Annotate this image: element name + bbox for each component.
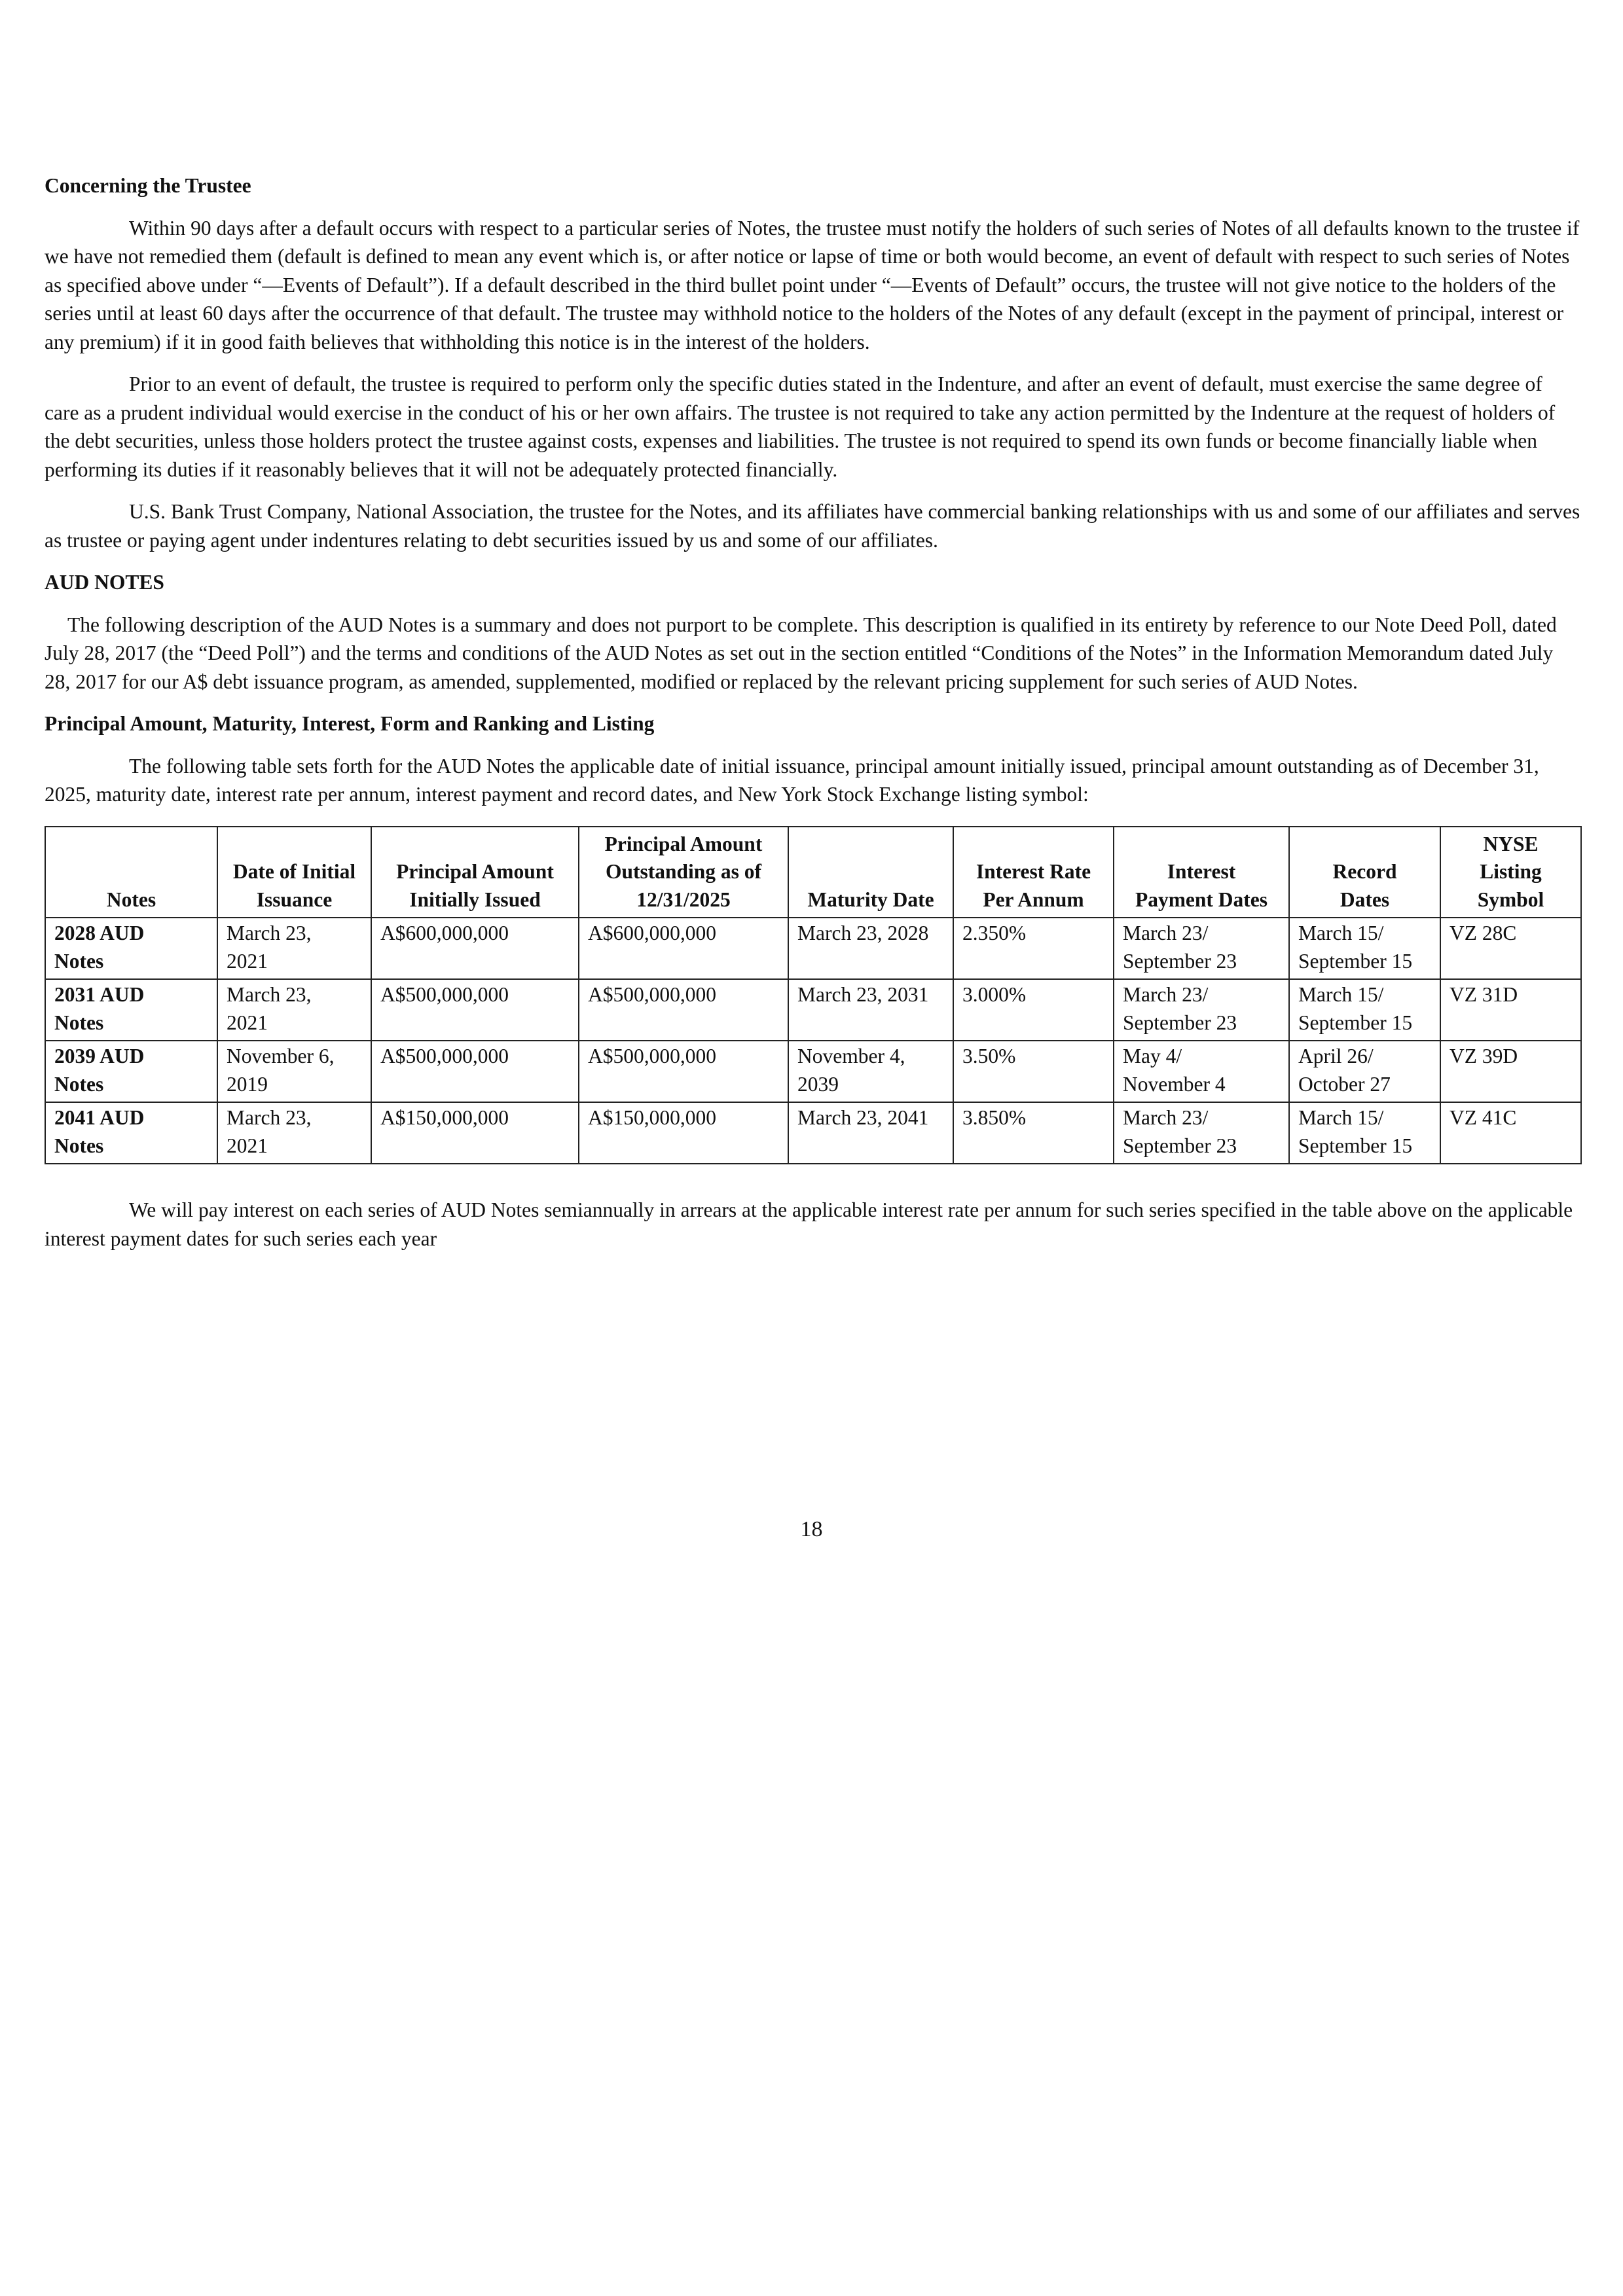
table-cell-line: March 15/ [1298, 983, 1384, 1006]
table-cell-interest-rate [953, 979, 1114, 1041]
column-header-line: Issuance [256, 888, 333, 911]
table-cell-record-dates [1289, 918, 1440, 979]
column-header-record-dates [1289, 827, 1440, 918]
trustee-paragraph-2: Prior to an event of default, the trustee is required to perform only the specific duties stated in the Indenture, and after an event of default, must exercise the same degree of care as a prudent individual would exercise in the conduct of his or her own affairs. The trustee is not required to take any action permitted by the Indenture at the request of holders of the debt securities, unless those holders protect the trustee against costs, expenses and liabilities. The trustee is not required to spend its own funds or become financially liable when performing its duties if it reasonably believes that it will not be adequately protected financially. [45, 372, 1556, 481]
table-cell-record-dates [1289, 1102, 1440, 1164]
table-cell-line: 2031 AUD [54, 983, 145, 1006]
table-cell-principal-outstanding [579, 1041, 788, 1102]
table-cell-line: March 15/ [1298, 922, 1384, 944]
column-header-line: NYSE [1483, 832, 1539, 855]
table-cell-interest-rate [953, 1041, 1114, 1102]
table-cell-principal-outstanding [579, 918, 788, 979]
table-header-row [45, 827, 1581, 918]
column-header-line: 12/31/2025 [636, 888, 731, 911]
table-body [45, 918, 1581, 1164]
table-cell-date-of-initial-issuance [217, 1102, 371, 1164]
table-cell-record-dates [1289, 1041, 1440, 1102]
table-cell-line: Notes [54, 1134, 104, 1157]
table-cell-date-of-initial-issuance [217, 979, 371, 1041]
table-cell-line: September 15 [1298, 1011, 1413, 1034]
table-cell-line: 3.850% [962, 1106, 1027, 1129]
table-cell-maturity-date [788, 918, 953, 979]
table-cell-line: Notes [54, 1011, 104, 1034]
table-cell-line: VZ 31D [1450, 983, 1518, 1006]
aud-notes-paragraph: The following description of the AUD Notes is a summary and does not purport to be complete. This description is qualified in its entirety by reference to our Note Deed Poll, dated July 28, 2017 (the “Deed Poll”) and the terms and conditions of the AUD Notes as set out in the section entitled “Conditions of the Notes” in the Information Memorandum dated July 28, 2017 for our A$ debt issuance program, as amended, supplemented, modified or replaced by the relevant pricing supplement for such series of AUD Notes. [45, 613, 1557, 693]
table-cell-line: 2021 [227, 1134, 268, 1157]
page-number: 18 [800, 1517, 823, 1541]
table-cell-maturity-date [788, 1102, 953, 1164]
table-cell-line: March 23/ [1123, 983, 1209, 1006]
table-cell-interest-payment-dates [1114, 1041, 1289, 1102]
table-row [45, 1041, 1581, 1102]
column-header-line: Dates [1340, 888, 1390, 911]
table-cell-line: March 23/ [1123, 1106, 1209, 1129]
trustee-heading: Concerning the Trustee [45, 174, 251, 197]
table-cell-line: March 23, 2028 [797, 922, 929, 944]
column-header-line: Listing [1480, 860, 1542, 883]
table-header [45, 827, 1581, 918]
table-cell-line: A$150,000,000 [380, 1106, 509, 1129]
trustee-paragraph-3: U.S. Bank Trust Company, National Association, the trustee for the Notes, and its affiliates have commercial banking relationships with us and some of our affiliates and serves as trustee or paying agent under indentures relating to debt securities issued by us and some of our affiliates. [45, 500, 1580, 552]
table-cell-principal-outstanding [579, 1102, 788, 1164]
table-cell-nyse-symbol [1440, 918, 1581, 979]
table-cell-line: November 4, [797, 1045, 905, 1067]
table-cell-line: 3.000% [962, 983, 1027, 1006]
table-row [45, 1102, 1581, 1164]
table-cell-line: 2019 [227, 1072, 268, 1096]
table-cell-nyse-symbol [1440, 1041, 1581, 1102]
column-header-line: Interest [1167, 860, 1236, 883]
table-cell-line: March 23, 2041 [797, 1106, 929, 1129]
table-cell-interest-rate [953, 1102, 1114, 1164]
column-header-principal-outstanding [579, 827, 788, 918]
table-cell-notes [45, 979, 217, 1041]
table-cell-line: May 4/ [1123, 1045, 1182, 1067]
table-cell-line: September 15 [1298, 1134, 1413, 1157]
table-cell-line: November 4 [1123, 1072, 1226, 1096]
principal-amount-paragraph: The following table sets forth for the AUD Notes the applicable date of initial issuance, principal amount initially issued, principal amount outstanding as of December 31, 2025, maturity date, interest rate per annum, interest payment and record dates, and New York Stock Exchange listing symbol: [45, 754, 1539, 806]
column-header-notes [45, 827, 217, 918]
column-header-line: Initially Issued [409, 888, 541, 911]
table-cell-line: March 23, [227, 1106, 312, 1129]
column-header-line: Maturity Date [807, 888, 934, 911]
table-cell-line: March 23/ [1123, 922, 1209, 944]
column-header-line: Date of Initial [232, 860, 356, 883]
table-cell-line: March 23, [227, 922, 312, 944]
table-cell-line: October 27 [1298, 1072, 1391, 1096]
table-cell-principal-initially-issued [371, 918, 579, 979]
table-cell-line: 2039 AUD [54, 1045, 145, 1067]
table-cell-line: 3.50% [962, 1045, 1016, 1067]
table-cell-notes [45, 1102, 217, 1164]
table-cell-notes [45, 1041, 217, 1102]
table-cell-line: 2041 AUD [54, 1106, 145, 1129]
table-cell-notes [45, 918, 217, 979]
table-cell-line: November 6, [227, 1045, 335, 1067]
table-cell-line: March 15/ [1298, 1106, 1384, 1129]
column-header-line: Per Annum [983, 888, 1084, 911]
table-cell-line: September 23 [1123, 1011, 1237, 1034]
table-cell-line: A$500,000,000 [380, 1045, 509, 1067]
table-cell-line: 2028 AUD [54, 922, 145, 944]
table-cell-line: Notes [54, 949, 104, 973]
aud-notes-table [45, 826, 1582, 1165]
table-cell-principal-initially-issued [371, 1041, 579, 1102]
column-header-principal-initially-issued [371, 827, 579, 918]
table-cell-line: VZ 39D [1450, 1045, 1518, 1067]
table-cell-line: 2039 [797, 1072, 839, 1096]
table-cell-line: September 23 [1123, 1134, 1237, 1157]
column-header-date-of-initial-issuance [217, 827, 371, 918]
document-page [45, 171, 1580, 1266]
column-header-line: Notes [106, 888, 156, 911]
table-row [45, 979, 1581, 1041]
trustee-paragraph-1: Within 90 days after a default occurs with respect to a particular series of Notes, the trustee must notify the holders of such series of Notes of all defaults known to the trustee if we have not remedied them (default is defined to mean any event which is, or after notice or lapse of time or both would become, an event of default with respect to such series of Notes as specified above under “—Events of Default”). If a default described in the third bullet point under “—Events of Default” occurs, the trustee will not give notice to the holders of the series until at least 60 days after the occurrence of that default. The trustee may withhold notice to the holders of the Notes of any default (except in the payment of principal, interest or any premium) if it in good faith believes that withholding this notice is in the interest of the holders. [45, 216, 1580, 353]
table-cell-line: A$150,000,000 [588, 1106, 716, 1129]
table-cell-interest-rate [953, 918, 1114, 979]
table-cell-line: A$500,000,000 [380, 983, 509, 1006]
table-cell-nyse-symbol [1440, 979, 1581, 1041]
table-cell-line: April 26/ [1298, 1045, 1374, 1067]
table-cell-maturity-date [788, 1041, 953, 1102]
table-cell-principal-outstanding [579, 979, 788, 1041]
column-header-line: Outstanding as of [605, 860, 762, 883]
table-cell-line: March 23, 2031 [797, 983, 929, 1006]
table-cell-record-dates [1289, 979, 1440, 1041]
table-cell-line: 2.350% [962, 922, 1027, 944]
table-cell-line: September 15 [1298, 949, 1413, 973]
column-header-line: Principal Amount [604, 832, 763, 855]
aud-notes-heading: AUD NOTES [45, 571, 164, 594]
table-cell-interest-payment-dates [1114, 1102, 1289, 1164]
column-header-maturity-date [788, 827, 953, 918]
table-cell-line: 2021 [227, 1011, 268, 1034]
table-cell-date-of-initial-issuance [217, 1041, 371, 1102]
table-cell-line: March 23, [227, 983, 312, 1006]
column-header-line: Payment Dates [1135, 888, 1268, 911]
table-cell-line: VZ 41C [1450, 1106, 1517, 1129]
column-header-line: Interest Rate [976, 860, 1091, 883]
column-header-interest-rate [953, 827, 1114, 918]
table-row [45, 918, 1581, 979]
column-header-line: Principal Amount [396, 860, 554, 883]
table-cell-principal-initially-issued [371, 979, 579, 1041]
table-cell-line: A$600,000,000 [380, 922, 509, 944]
principal-amount-heading: Principal Amount, Maturity, Interest, Form and Ranking and Listing [45, 712, 655, 735]
table-cell-line: A$500,000,000 [588, 983, 716, 1006]
table-cell-date-of-initial-issuance [217, 918, 371, 979]
column-header-interest-payment-dates [1114, 827, 1289, 918]
column-header-line: Record [1332, 860, 1397, 883]
table-cell-interest-payment-dates [1114, 979, 1289, 1041]
table-cell-nyse-symbol [1440, 1102, 1581, 1164]
table-cell-principal-initially-issued [371, 1102, 579, 1164]
column-header-line: Symbol [1477, 888, 1544, 911]
table-cell-line: A$500,000,000 [588, 1045, 716, 1067]
table-cell-line: 2021 [227, 949, 268, 973]
table-cell-maturity-date [788, 979, 953, 1041]
table-cell-line: September 23 [1123, 949, 1237, 973]
table-cell-line: A$600,000,000 [588, 922, 716, 944]
table-cell-line: Notes [54, 1072, 104, 1096]
table-cell-line: VZ 28C [1450, 922, 1517, 944]
column-header-nyse-symbol [1440, 827, 1581, 918]
closing-paragraph: We will pay interest on each series of AUD Notes semiannually in arrears at the applicable interest rate per annum for such series specified in the table above on the applicable interest payment dates for such series each year [45, 1198, 1573, 1250]
table-cell-interest-payment-dates [1114, 918, 1289, 979]
